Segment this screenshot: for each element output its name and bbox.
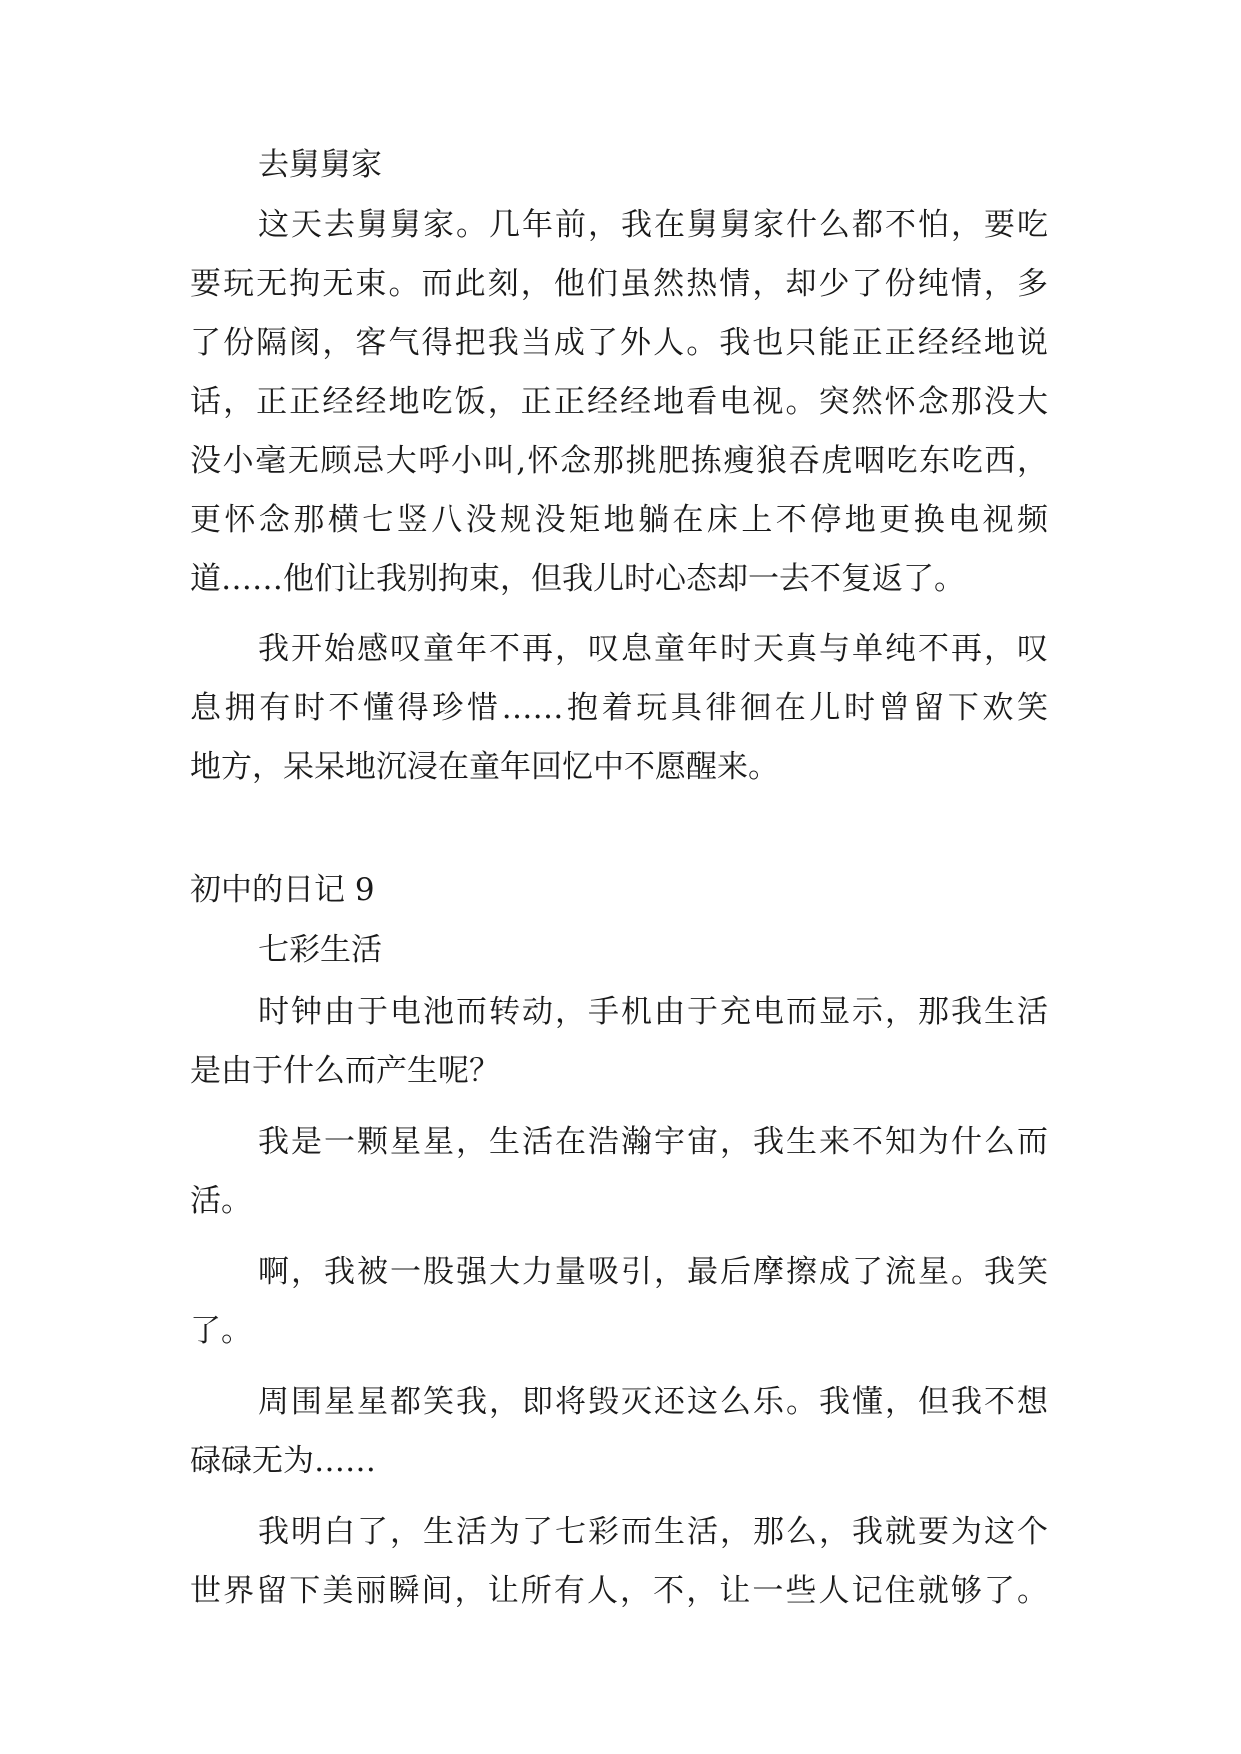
paragraph-line	[0, 377, 1241, 427]
section-title	[0, 140, 1241, 190]
line-text: 这天去舅舅家。几年前，我在舅舅家什么都不怕，要吃	[258, 207, 1048, 243]
paragraph-line	[0, 554, 1241, 604]
line-text: 我开始感叹童年不再，叹息童年时天真与单纯不再，叹	[258, 631, 1048, 667]
paragraph-line	[0, 987, 1241, 1037]
line-text: 道……他们让我别拘束，但我儿时心态却一去不复返了。	[190, 561, 965, 597]
paragraph-line	[0, 683, 1241, 733]
line-text: 息拥有时不懂得珍惜……抱着玩具徘徊在儿时曾留下欢笑	[190, 690, 1048, 726]
paragraph-line	[0, 318, 1241, 368]
paragraph-line	[0, 1436, 1241, 1486]
paragraph-line	[0, 200, 1241, 250]
line-text: 了。	[190, 1313, 252, 1349]
section-title-text: 去舅舅家	[258, 147, 382, 183]
line-text: 话，正正经经地吃饭，正正经经地看电视。突然怀念那没大	[190, 384, 1048, 420]
paragraph-line	[0, 1176, 1241, 1226]
paragraph-line	[0, 495, 1241, 545]
paragraph-line	[0, 1117, 1241, 1167]
paragraph-line	[0, 259, 1241, 309]
paragraph-line	[0, 742, 1241, 792]
section-heading	[0, 865, 1241, 915]
paragraph-line	[0, 1507, 1241, 1557]
paragraph-line	[0, 1247, 1241, 1297]
paragraph-line	[0, 436, 1241, 486]
line-text: 是由于什么而产生呢？	[190, 1053, 500, 1089]
line-text: 周围星星都笑我，即将毁灭还这么乐。我懂，但我不想	[258, 1384, 1048, 1420]
paragraph-line	[0, 1377, 1241, 1427]
section-heading-text: 初中的日记 9	[190, 872, 375, 908]
paragraph-line	[0, 624, 1241, 674]
line-text: 更怀念那横七竖八没规没矩地躺在床上不停地更换电视频	[190, 502, 1048, 538]
line-text: 我明白了，生活为了七彩而生活，那么，我就要为这个	[258, 1514, 1048, 1550]
line-text: 时钟由于电池而转动，手机由于充电而显示，那我生活	[258, 994, 1048, 1030]
line-text: 没小毫无顾忌大呼小叫,怀念那挑肥拣瘦狼吞虎咽吃东吃西，	[190, 443, 1048, 479]
paragraph-line	[0, 1306, 1241, 1356]
paragraph-line	[0, 1566, 1241, 1616]
line-text: 了份隔阂，客气得把我当成了外人。我也只能正正经经地说	[190, 325, 1048, 361]
line-text: 地方，呆呆地沉浸在童年回忆中不愿醒来。	[190, 749, 779, 785]
paragraph-line	[0, 1046, 1241, 1096]
section-title	[0, 925, 1241, 975]
section-title-text: 七彩生活	[258, 932, 382, 968]
line-text: 啊，我被一股强大力量吸引，最后摩擦成了流星。我笑	[258, 1254, 1048, 1290]
line-text: 活。	[190, 1183, 252, 1219]
line-text: 世界留下美丽瞬间，让所有人，不，让一些人记住就够了。	[190, 1573, 1048, 1609]
line-text: 我是一颗星星，生活在浩瀚宇宙，我生来不知为什么而	[258, 1124, 1048, 1160]
line-text: 要玩无拘无束。而此刻，他们虽然热情，却少了份纯情，多	[190, 266, 1048, 302]
line-text: 碌碌无为……	[190, 1443, 376, 1479]
